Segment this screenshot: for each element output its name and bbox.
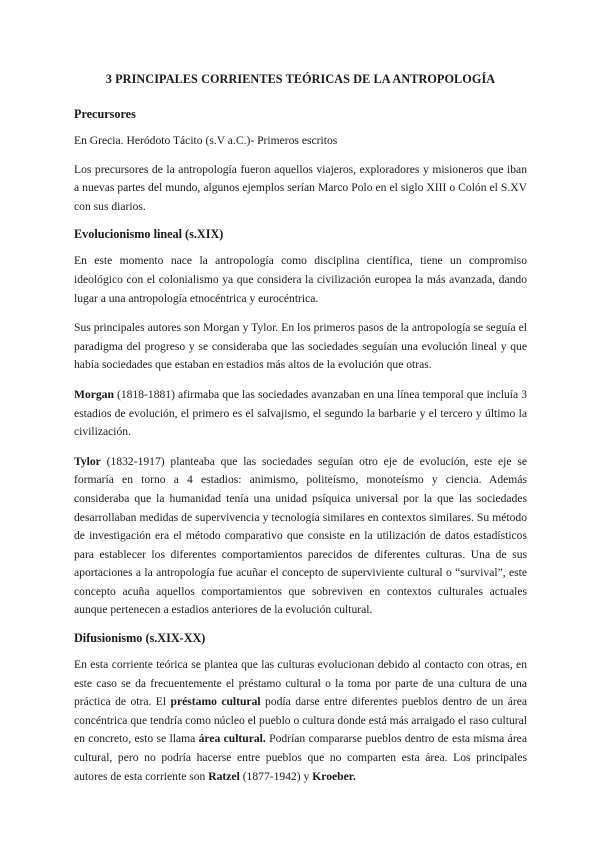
difusionismo-bold-prestamo: préstamo cultural [170, 695, 261, 709]
evolucionismo-paragraph-2: Sus principales autores son Morgan y Tylor. En los primeros pasos de la antropología se seguía el paradigma del progreso y se consideraba que las sociedades seguían una evolución lineal y que había sociedades que estaban en estadios más altos de la evolución que otras. [74, 321, 527, 372]
document-title: 3 PRINCIPALES CORRIENTES TEÓRICAS DE LA ANTROPOLOGÍA [105, 72, 496, 86]
difusionismo-bold-ratzel: Ratzel [208, 769, 240, 783]
difusionismo-bold-kroeber: Kroeber. [312, 769, 356, 783]
heading-evolucionismo: Evolucionismo lineal (s.XIX) [74, 227, 224, 242]
document-page [74, 72, 527, 797]
precursores-paragraph: Los precursores de la antropología fueron aquellos viajeros, exploradores y misioneros que iban a nuevas partes del mundo, algunos ejemplos serían Marco Polo en el siglo XIII o Colón el S.XV con sus diarios. [74, 162, 527, 213]
difusionismo-bold-area: área cultural. [198, 732, 266, 746]
evolucionismo-paragraph-1: En este momento nace la antropología como disciplina científica, tiene un compromiso ideológico con el colonialismo ya que considera la civilización europea la más avanzada, dando lugar a una antropología etnocéntrica y eurocéntrica. [74, 254, 527, 305]
tylor-paragraph [74, 453, 527, 620]
tylor-text: (1832-1917) planteaba que las sociedades seguían otro eje de evolución, este eje se formaría en torno a 4 estadios: animismo, politeísmo, monoteísmo y ciencia. Además consideraba que la humanidad tenía una unidad psíquica universal por la que las sociedades desarrollaban medidas de supervivencia y tecnología similares en contextos similares. Su método de investigación era el método comparativo que consiste en la utilización de datos estadísticos para establecer los diferentes comportamientos parecidos de diferentes culturas. Una de sus aportaciones a la antropología fue acuñar el concepto de superviviente cultural o “survival”, este concepto acuña aquellos comportamientos que sobreviven en contextos culturales actuales aunque pertenecen a estadios anteriores de la evolución cultural. [74, 454, 527, 617]
heading-precursores: Precursores [74, 107, 136, 121]
difusionismo-text-b: podía darse entre diferentes pueblos dentro de un área concéntrica que tendría como núcleo el pueblo o cultura donde está más arraigado el raso cultural en concreto, esto se llama [74, 695, 527, 746]
tylor-name: Tylor [74, 454, 101, 468]
difusionismo-text-c: Podrían compararse pueblos dentro de esta misma área cultural, pero no podría hacerse entre pueblos que no comparten esta área. Los principales autores de esta corriente son [74, 732, 527, 783]
difusionismo-paragraph [74, 656, 527, 786]
morgan-name: Morgan [74, 387, 114, 401]
precursores-line: En Grecia. Heródoto Tácito (s.V a.C.)- Primeros escritos [74, 134, 338, 147]
morgan-text: (1818-1881) afirmaba que las sociedades avanzaban en una línea temporal que incluía 3 estadios de evolución, el primero es el salvajismo, el segundo la barbarie y el tercero y último la civilización. [74, 387, 527, 439]
heading-difusionismo: Difusionismo (s.XIX-XX) [74, 631, 206, 646]
difusionismo-text-a: En esta corriente teórica se plantea que las culturas evolucionan debido al contacto con otras, en este caso se da frecuentemente el préstamo cultural o la toma por parte de una cultura de una práctica de otra. El [74, 658, 527, 709]
morgan-paragraph [74, 386, 527, 442]
difusionismo-text-d: (1877-1942) y [239, 769, 313, 783]
